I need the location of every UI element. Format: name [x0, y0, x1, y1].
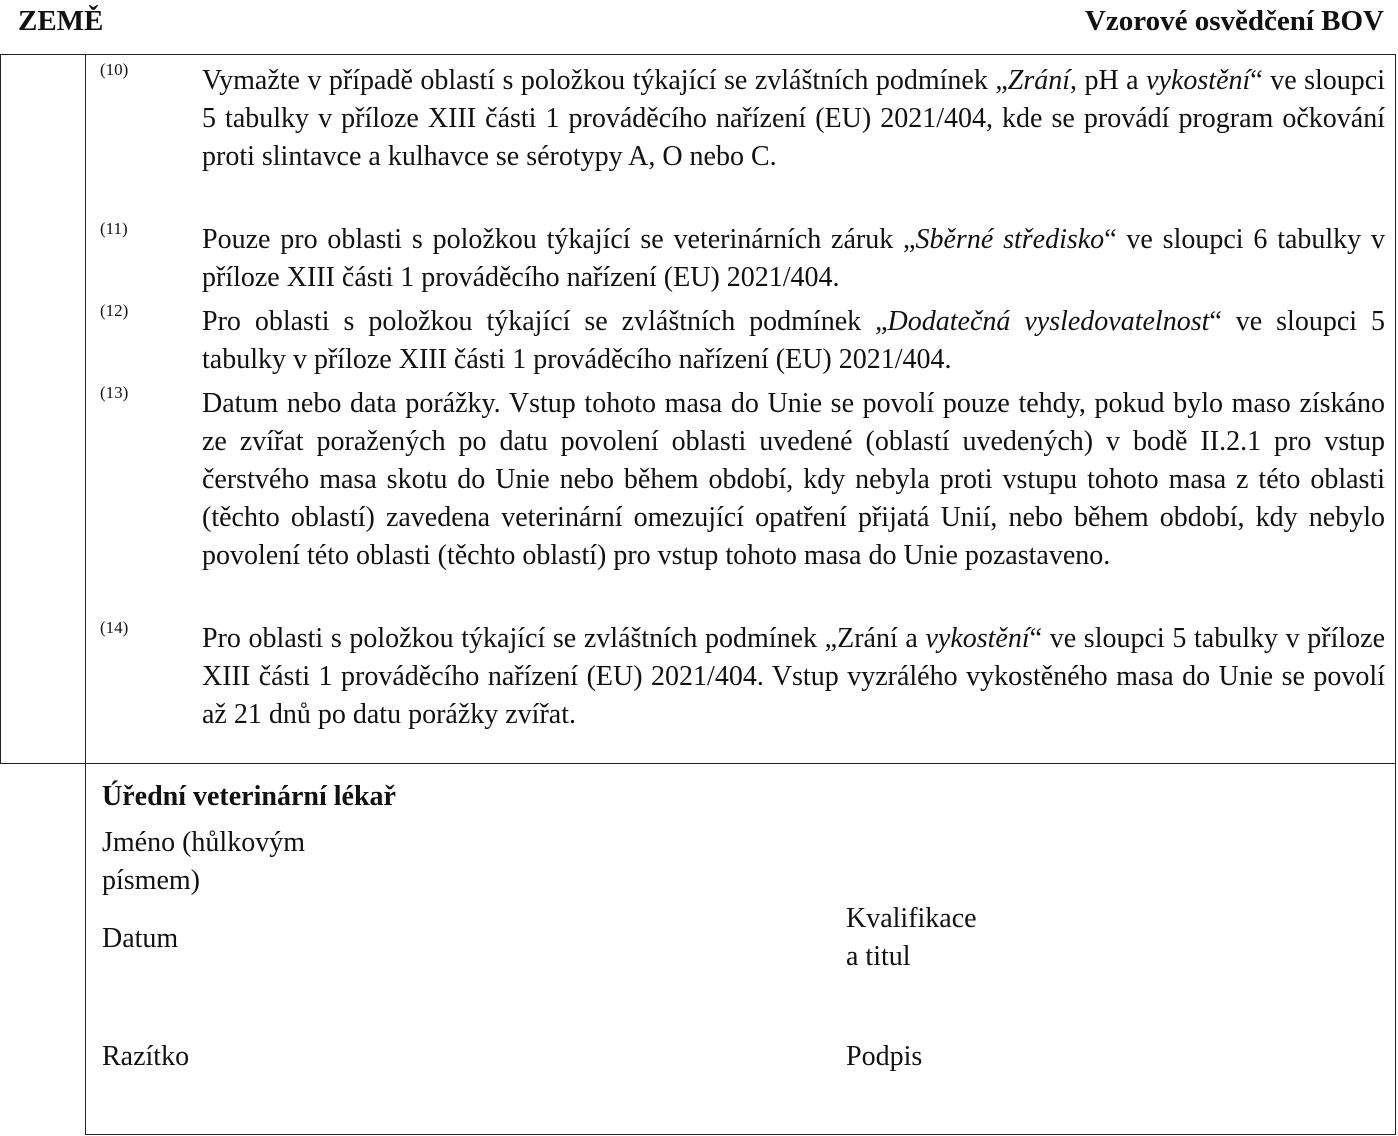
- note-text: [202, 221, 1385, 297]
- signature-title: Úřední veterinární lékař: [102, 781, 396, 812]
- qualification-label: [846, 900, 977, 976]
- header-certificate-title: Vzorové osvědčení BOV: [1084, 5, 1384, 37]
- note-10: [100, 62, 1385, 176]
- note-text-segment: Vymažte v případě oblastí s položkou týkající se zvláštních podmínek „: [202, 65, 1008, 96]
- note-text-segment: , pH a: [1070, 65, 1147, 96]
- name-label: [102, 824, 305, 900]
- note-text-segment: Pro oblasti s položkou týkající se zvláštních podmínek „Zrání a: [202, 623, 926, 654]
- stamp-label: Razítko: [102, 1041, 190, 1072]
- qualification-label-line2: a titul: [846, 941, 911, 972]
- note-text-segment: “ ve sloupci 6 tabulky v příloze XIII části 1 prováděcího nařízení (EU) 2021/404.: [202, 224, 1386, 293]
- note-text-segment: Pro oblasti s položkou týkající se zvláštních podmínek „: [202, 306, 888, 337]
- note-number: (10): [100, 60, 129, 79]
- note-text: [202, 303, 1385, 379]
- note-text: [202, 620, 1385, 734]
- note-number: (14): [100, 618, 129, 637]
- notes-column-divider: [85, 54, 86, 764]
- name-label-line2: písmem): [102, 865, 200, 896]
- note-text-italic: Sběrné středisko: [915, 224, 1105, 255]
- date-label: Datum: [102, 923, 179, 954]
- note-number: (12): [100, 301, 129, 320]
- note-text-italic: Zrání: [1007, 65, 1070, 96]
- note-text-italic: vykostění: [925, 623, 1030, 654]
- note-text-segment: Datum nebo data porážky. Vstup tohoto masa do Unie se povolí pouze tehdy, pokud bylo maso získáno ze zvířat poražených po datu povolení oblasti uvedené (oblastí uvedených) v bodě II.2.1 pro vstup čerstvého masa skotu do Unie nebo během období, kdy nebyla proti vstupu tohoto masa z této oblasti (těchto oblastí) zavedena veterinární omezující opatření přijatá Unií, nebo během období, kdy nebylo povolení této oblasti (těchto oblastí) pro vstup tohoto masa do Unie pozastaveno.: [202, 388, 1385, 571]
- note-12: [100, 303, 1385, 379]
- note-number: (11): [100, 219, 128, 238]
- note-11: [100, 221, 1385, 297]
- note-number: (13): [100, 383, 129, 402]
- note-text-segment: “ ve sloupci 5 tabulky v příloze XIII části 1 prováděcího nařízení (EU) 2021/404, kde se provádí program očkování proti slintavce a kulhavce se sérotypy A, O nebo C.: [202, 65, 1385, 172]
- header-country: ZEMĚ: [18, 5, 104, 37]
- name-label-line1: Jméno (hůlkovým: [102, 827, 305, 858]
- note-text: [202, 385, 1385, 575]
- qualification-label-line1: Kvalifikace: [846, 903, 977, 934]
- note-14: [100, 620, 1385, 734]
- note-13: [100, 385, 1385, 575]
- note-text-segment: “ ve sloupci 5 tabulky v příloze XIII části 1 prováděcího nařízení (EU) 2021/404. Vstup vyzrálého vykostěného masa do Unie se povolí až 21 dnů po datu porážky zvířat.: [202, 623, 1386, 730]
- signature-label: Podpis: [846, 1041, 923, 1072]
- note-text-italic: Dodatečná vysledovatelnost: [887, 306, 1210, 337]
- note-text-italic: vykostění: [1146, 65, 1251, 96]
- note-text-segment: “ ve sloupci 5 tabulky v příloze XIII části 1 prováděcího nařízení (EU) 2021/404.: [202, 306, 1385, 375]
- note-text: [202, 62, 1385, 176]
- signature-box: [85, 763, 1396, 1135]
- note-text-segment: Pouze pro oblasti s položkou týkající se veterinárních záruk „: [202, 224, 916, 255]
